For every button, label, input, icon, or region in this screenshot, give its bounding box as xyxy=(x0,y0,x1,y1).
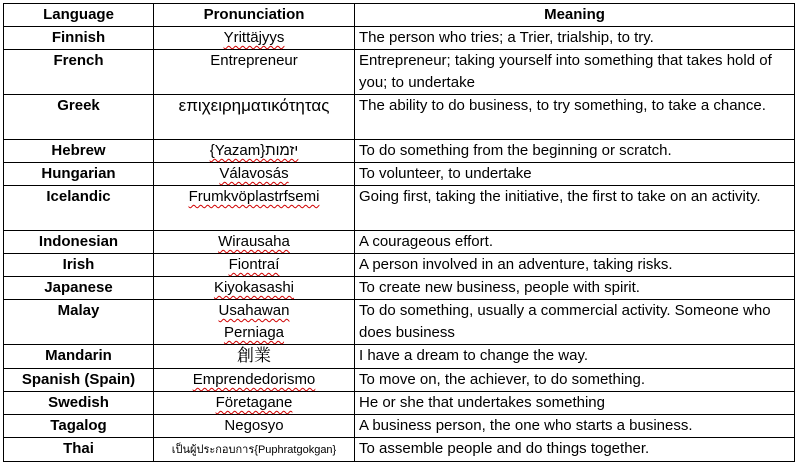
pronunciation-text: Företagane xyxy=(215,394,293,411)
pronunciation-cell xyxy=(154,438,355,462)
table-row xyxy=(4,254,795,277)
pronunciation-text: Fiontraí xyxy=(228,256,280,273)
meaning-cell: To create new business, people with spirit. xyxy=(355,277,795,300)
meaning-cell: A person involved in an adventure, taking risks. xyxy=(355,254,795,277)
language-cell: Indonesian xyxy=(4,231,154,254)
language-cell: Thai xyxy=(4,438,154,462)
meaning-cell: To assemble people and do things together. xyxy=(355,438,795,462)
pronunciation-cell xyxy=(154,300,355,345)
pronunciation-text: Yrittäjyys xyxy=(223,29,285,46)
meaning-cell: He or she that undertakes something xyxy=(355,392,795,415)
language-cell: French xyxy=(4,50,154,95)
language-cell: Malay xyxy=(4,300,154,345)
language-cell: Mandarin xyxy=(4,345,154,369)
table-row xyxy=(4,231,795,254)
pronunciation-text: Wirausaha xyxy=(218,233,290,250)
pronunciation-cell xyxy=(154,50,355,95)
header-meaning: Meaning xyxy=(355,4,795,27)
pronunciation-cell xyxy=(154,231,355,254)
pronunciation-cell xyxy=(154,369,355,392)
pronunciation-text: επιχειρηματικότητας xyxy=(178,96,330,115)
table-row xyxy=(4,27,795,50)
meaning-cell: The ability to do business, to try something, to take a chance. xyxy=(355,95,795,140)
language-cell: Hebrew xyxy=(4,140,154,163)
pronunciation-text: Usahawan xyxy=(218,302,290,319)
pronunciation-text: Emprendedorismo xyxy=(192,371,316,388)
pronunciation-text: เป็นผู้ประกอบการ{Puphratgokgan} xyxy=(171,444,337,456)
language-cell: Irish xyxy=(4,254,154,277)
meaning-cell: To move on, the achiever, to do something. xyxy=(355,369,795,392)
pronunciation-text: Válavosás xyxy=(219,165,289,182)
pronunciation-cell xyxy=(154,277,355,300)
meaning-cell: To do something from the beginning or scratch. xyxy=(355,140,795,163)
meaning-cell: Going first, taking the initiative, the first to take on an activity. xyxy=(355,186,795,231)
table-row xyxy=(4,300,795,345)
pronunciation-cell xyxy=(154,163,355,186)
table-row xyxy=(4,369,795,392)
meaning-cell: A courageous effort. xyxy=(355,231,795,254)
pronunciation-text: Perniaga xyxy=(223,324,285,341)
header-row xyxy=(4,4,795,27)
header-language: Language xyxy=(4,4,154,27)
language-cell: Japanese xyxy=(4,277,154,300)
pronunciation-cell xyxy=(154,345,355,369)
pronunciation-cell xyxy=(154,140,355,163)
table-row xyxy=(4,392,795,415)
meaning-cell: A business person, the one who starts a business. xyxy=(355,415,795,438)
language-cell: Swedish xyxy=(4,392,154,415)
pronunciation-cell xyxy=(154,27,355,50)
pronunciation-text: 創業 xyxy=(237,346,271,365)
pronunciation-text: Entrepreneur xyxy=(210,52,298,69)
meaning-cell: The person who tries; a Trier, trialship, to try. xyxy=(355,27,795,50)
pronunciation-cell xyxy=(154,254,355,277)
language-cell: Greek xyxy=(4,95,154,140)
header-pronunciation: Pronunciation xyxy=(154,4,355,27)
table-row xyxy=(4,415,795,438)
table-row xyxy=(4,438,795,462)
language-cell: Hungarian xyxy=(4,163,154,186)
meaning-cell: To volunteer, to undertake xyxy=(355,163,795,186)
pronunciation-cell xyxy=(154,186,355,231)
meaning-cell: I have a dream to change the way. xyxy=(355,345,795,369)
meaning-cell: To do something, usually a commercial activity. Someone who does business xyxy=(355,300,795,345)
table-row xyxy=(4,140,795,163)
pronunciation-text: {Yazam}יזמות xyxy=(209,142,299,159)
language-cell: Finnish xyxy=(4,27,154,50)
pronunciation-text: Frumkvöplastrfsemi xyxy=(188,188,320,205)
language-cell: Spanish (Spain) xyxy=(4,369,154,392)
language-cell: Icelandic xyxy=(4,186,154,231)
table-row xyxy=(4,186,795,231)
pronunciation-text: Negosyo xyxy=(224,417,284,434)
table-row xyxy=(4,345,795,369)
table-row xyxy=(4,163,795,186)
table-row xyxy=(4,50,795,95)
meaning-cell: Entrepreneur; taking yourself into something that takes hold of you; to undertake xyxy=(355,50,795,95)
language-cell: Tagalog xyxy=(4,415,154,438)
pronunciation-text: Kiyokasashi xyxy=(213,279,295,296)
table-row xyxy=(4,95,795,140)
pronunciation-cell xyxy=(154,95,355,140)
pronunciation-cell xyxy=(154,415,355,438)
table-row xyxy=(4,277,795,300)
translation-table xyxy=(3,3,795,462)
pronunciation-cell xyxy=(154,392,355,415)
